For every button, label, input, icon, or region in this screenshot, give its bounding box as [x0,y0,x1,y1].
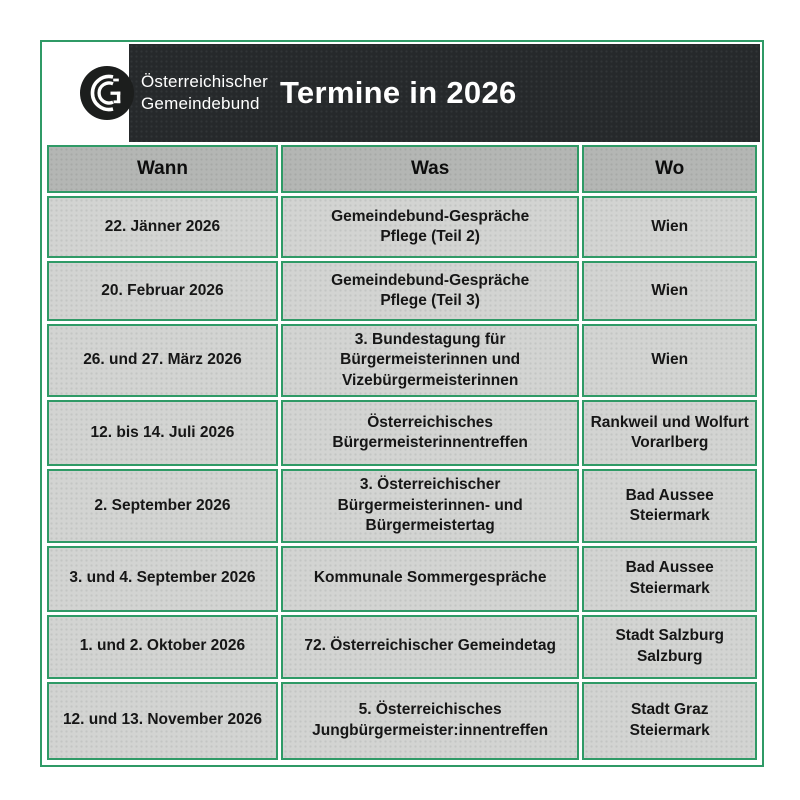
cell-wo [582,324,757,397]
cell-line: Wien [651,351,689,369]
cell-was [281,615,579,679]
cell-was [281,400,579,466]
table-row [47,546,757,612]
cell-was [281,546,579,612]
cell-wann [47,261,278,321]
cell-line: Bad Aussee [625,559,714,577]
logo-wordmark [141,71,268,115]
cell-line: Steiermark [629,507,710,525]
table-row [47,400,757,466]
cell-line: Vizebürgermeisterinnen [341,371,519,389]
cell-wann [47,400,278,466]
table-row [47,682,757,760]
cell-wo [582,469,757,542]
column-header-wo: Wo [582,145,757,193]
cell-line: 3. und 4. September 2026 [69,569,256,587]
cell-wann [47,196,278,258]
table-row [47,324,757,397]
logo-panel [44,44,129,142]
table-body [47,196,757,760]
cell-was [281,196,579,258]
cell-line: Bad Aussee [625,486,714,504]
cell-wo [582,196,757,258]
column-header-wann: Wann [47,145,278,193]
cell-line: Pflege (Teil 2) [380,228,480,245]
cell-line: 2. September 2026 [94,496,231,514]
cell-line: Salzburg [636,647,703,665]
page-title: Termine in 2026 [280,75,517,110]
cell-line: 72. Österreichischer Gemeindetag [304,637,556,655]
table-row [47,196,757,258]
cell-wo [582,546,757,612]
cell-line: Pflege (Teil 3) [380,292,480,309]
cell-line: Wien [651,281,689,299]
cell-line: Kommunale Sommergespräche [313,569,547,587]
cell-line: 1. und 2. Oktober 2026 [79,637,246,655]
cell-line: Gemeindebund-Gespräche [331,207,530,225]
cell-line: Jungbürgermeister:innentreffen [312,721,549,739]
gemeindebund-logo-icon [80,66,134,120]
cell-line: Bürgermeisterinnen und [340,351,521,369]
cell-line: Steiermark [629,721,710,739]
termine-table [44,142,760,763]
cell-line: Steiermark [629,579,710,597]
cell-wann [47,615,278,679]
cell-was [281,261,579,321]
cell-line: Rankweil und Wolfurt [590,413,749,431]
cell-wann [47,546,278,612]
cell-line: 12. bis 14. Juli 2026 [90,424,235,442]
header-row [47,145,757,193]
cell-line: 12. und 13. November 2026 [62,711,262,729]
card-header-band [44,44,760,142]
cell-wo [582,615,757,679]
cell-line: Bürgermeistertag [365,517,495,535]
cell-wo [582,261,757,321]
cell-line: Gemeindebund-Gespräche [331,271,530,289]
cell-line: Wien [651,217,689,235]
cell-line: 3. Bundestagung für [354,331,506,348]
table-row [47,615,757,679]
cell-wann [47,682,278,760]
termine-card [40,40,764,767]
logo-wordmark-line1: Österreichischer [141,72,268,92]
cell-line: Vorarlberg [631,434,709,452]
table-row [47,261,757,321]
column-header-was: Was [281,145,579,193]
cell-line: Stadt Graz [630,701,709,719]
cell-line: Bürgermeisterinnen- und [337,496,523,514]
cell-line: 26. und 27. März 2026 [83,351,242,369]
cell-wo [582,682,757,760]
cell-line: Bürgermeisterinnentreffen [332,434,528,452]
cell-wo [582,400,757,466]
cell-was [281,469,579,542]
cell-line: 20. Februar 2026 [101,281,224,299]
cell-was [281,324,579,397]
cell-wann [47,324,278,397]
cell-line: 22. Jänner 2026 [104,217,221,235]
cell-wann [47,469,278,542]
table-head [47,145,757,193]
cell-line: Österreichisches [367,413,494,431]
cell-line: 3. Österreichischer [359,476,501,494]
cell-line: Stadt Salzburg [615,627,724,645]
table-row [47,469,757,542]
cell-line: 5. Österreichisches [358,701,502,719]
logo-wordmark-line2: Gemeindebund [141,94,260,113]
cell-was [281,682,579,760]
